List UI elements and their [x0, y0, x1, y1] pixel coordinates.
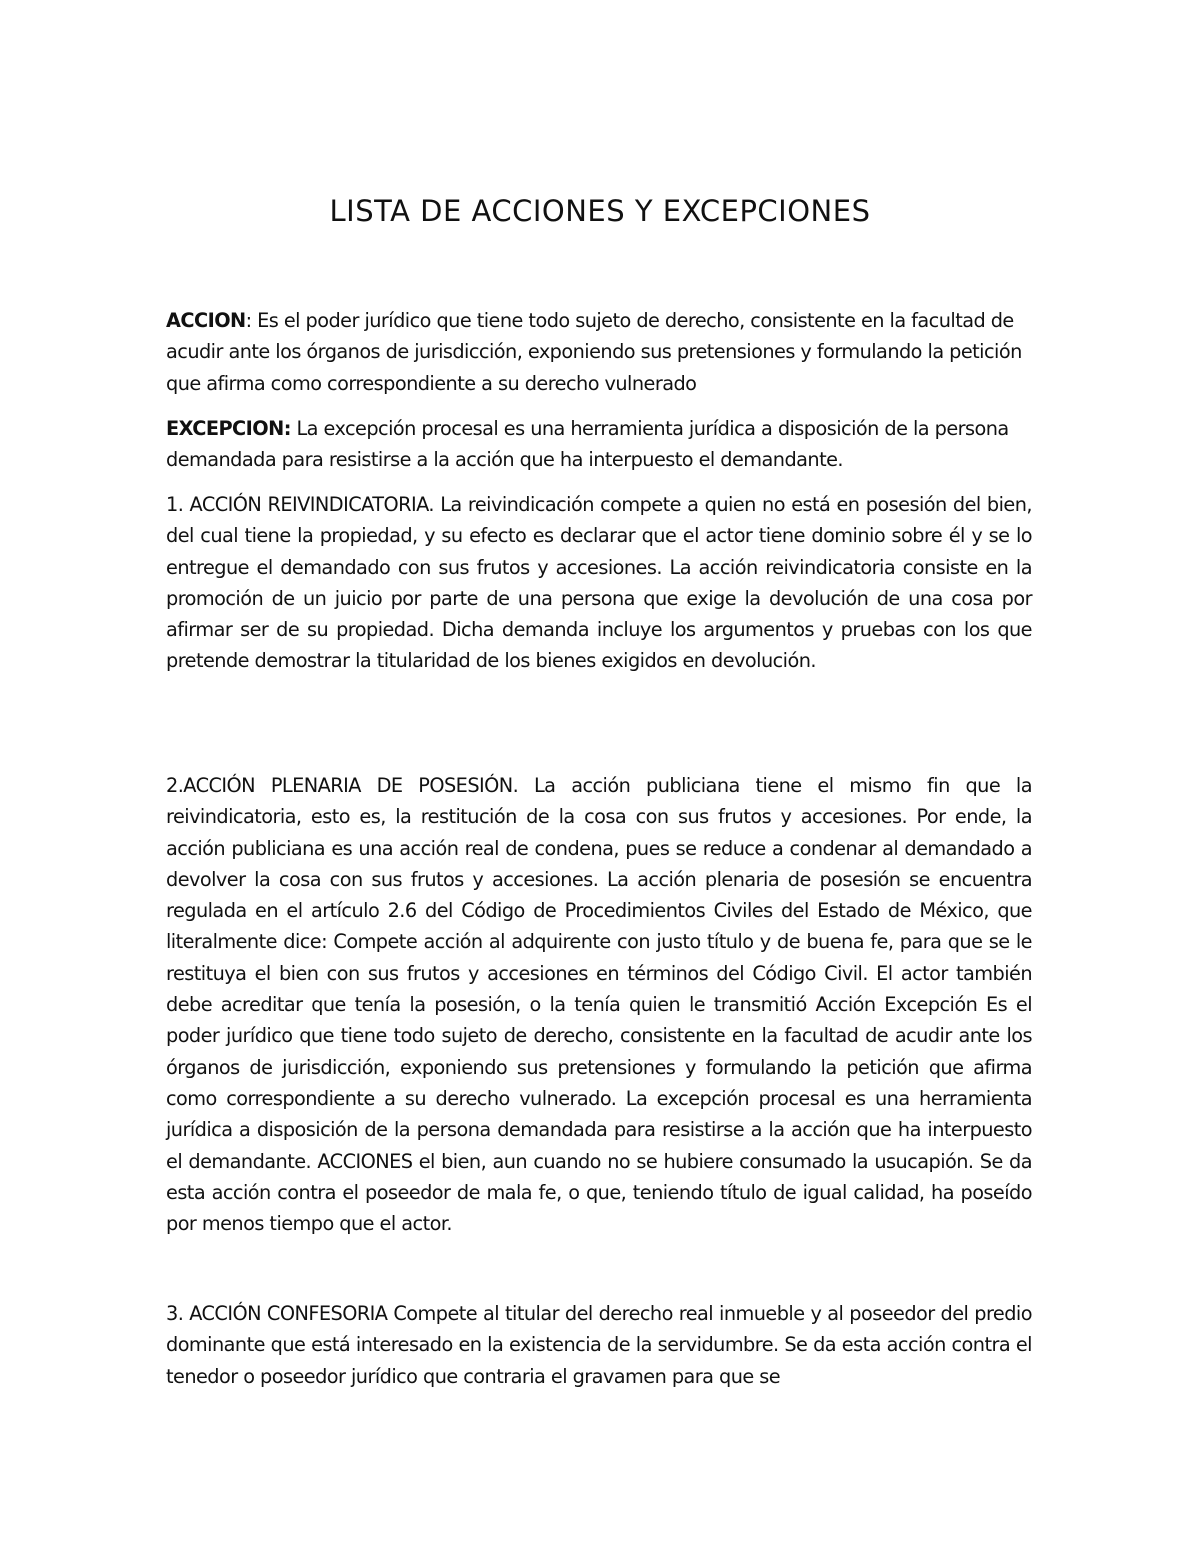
- definition-text: Es el poder jurídico que tiene todo sujeto de derecho, consistente en la facultad de acudir ante los órganos de jurisdicción, exponiendo sus pretensiones y formulando la petición que afirma como correspondiente a su derecho vulnerado: [166, 309, 1022, 395]
- list-item-plenaria-posesion: 2.ACCIÓN PLENARIA DE POSESIÓN. La acción publiciana tiene el mismo fin que la reivindicatoria, esto es, la restitución de la cosa con sus frutos y accesiones. Por ende, la acción publiciana es una acción real de condena, pues se reduce a condenar al demandado a devolver la cosa con sus frutos y accesiones. La acción plenaria de posesión se encuentra regulada en el artículo 2.6 del Código de Procedimientos Civiles del Estado de México, que literalmente dice: Compete acción al adquirente con justo título y de buena fe, para que se le restituya el bien con sus frutos y accesiones en términos del Código Civil. El actor también debe acreditar que tenía la posesión, o la tenía quien le transmitió Acción Excepción Es el poder jurídico que tiene todo sujeto de derecho, consistente en la facultad de acudir ante los órganos de jurisdicción, exponiendo sus pretensiones y formulando la petición que afirma como correspondiente a su derecho vulnerado. La excepción procesal es una herramienta jurídica a disposición de la persona demandada para resistirse a la acción que ha interpuesto el demandante. ACCIONES el bien, aun cuando no se hubiere consumado la usucapión. Se da esta acción contra el poseedor de mala fe, o que, teniendo título de igual calidad, ha poseído por menos tiempo que el actor.: [166, 774, 1032, 1236]
- definition-accion: [166, 305, 1032, 399]
- definition-term: EXCEPCION:: [166, 417, 291, 440]
- definition-excepcion: [166, 413, 1032, 476]
- page-title: LISTA DE ACCIONES Y EXCEPCIONES: [329, 194, 871, 228]
- list-item-confesoria: 3. ACCIÓN CONFESORIA Compete al titular del derecho real inmueble y al poseedor del predio dominante que está interesado en la existencia de la servidumbre. Se da esta acción contra el tenedor o poseedor jurídico que contraria el gravamen para que se: [166, 1302, 1032, 1388]
- definition-separator: :: [245, 309, 258, 332]
- list-item-reivindicatoria: 1. ACCIÓN REIVINDICATORIA. La reivindicación compete a quien no está en posesión del bien, del cual tiene la propiedad, y su efecto es declarar que el actor tiene dominio sobre él y se lo entregue el demandado con sus frutos y accesiones. La acción reivindicatoria consiste en la promoción de un juicio por parte de una persona que exige la devolución de una cosa por afirmar ser de su propiedad. Dicha demanda incluye los argumentos y pruebas con los que pretende demostrar la titularidad de los bienes exigidos en devolución.: [166, 493, 1032, 673]
- definition-text: La excepción procesal es una herramienta jurídica a disposición de la persona demandada para resistirse a la acción que ha interpuesto el demandante.: [166, 417, 1009, 472]
- definition-term: ACCION: [166, 309, 246, 332]
